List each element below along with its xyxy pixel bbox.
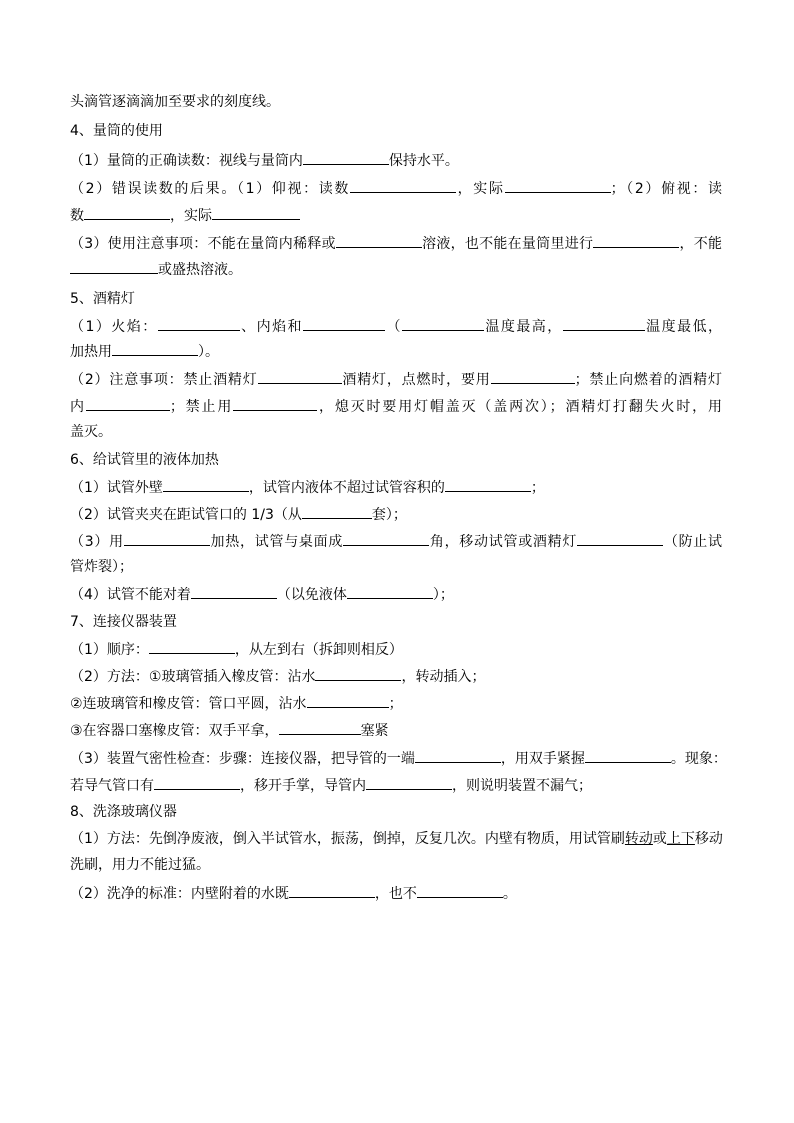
fill-blank[interactable] (289, 883, 375, 898)
text-line: （2）注意事项：禁止酒精灯 酒精灯，点燃时，要用 ；禁止向燃着的酒精灯 (70, 369, 722, 389)
text-line: 内 ；禁止用 ，熄灭时要用灯帽盖灭（盖两次）；酒精灯打翻失火时，用 (70, 396, 722, 416)
fill-blank[interactable] (279, 720, 361, 735)
fill-blank[interactable] (191, 584, 277, 599)
section-heading-measuring-cylinder: 4、量筒的使用 (70, 123, 163, 139)
fill-blank[interactable] (307, 693, 389, 708)
text-line: 盖灭。 (70, 424, 112, 440)
fill-blank[interactable] (417, 883, 503, 898)
fill-blank[interactable] (154, 775, 240, 790)
fill-blank[interactable] (585, 748, 671, 763)
fill-blank[interactable] (347, 584, 433, 599)
text-line: （3）用 加热，试管与桌面成 角，移动试管或酒精灯 （防止试 (70, 531, 722, 551)
fill-blank[interactable] (303, 150, 389, 165)
fill-blank[interactable] (415, 748, 501, 763)
text-line: 管炸裂）； (70, 559, 133, 575)
fill-blank[interactable] (149, 639, 235, 654)
text-line: 数 ，实际 (70, 205, 300, 225)
fill-blank[interactable] (505, 178, 611, 193)
fill-blank[interactable] (163, 477, 249, 492)
fill-blank[interactable] (258, 369, 342, 384)
text-line: （3）使用注意事项：不能在量筒内稀释或 溶液，也不能在量筒里进行 ，不能 (70, 233, 722, 253)
text-line: （3）装置气密性检查：步骤：连接仪器，把导管的一端 ，用双手紧握 。现象： (70, 748, 722, 768)
fill-blank[interactable] (70, 259, 158, 274)
text-line: 头滴管逐滴滴加至要求的刻度线。 (70, 94, 280, 110)
fill-blank[interactable] (302, 504, 372, 519)
fill-blank[interactable] (402, 316, 484, 331)
text-line: ③在容器口塞橡皮管：双手平拿， 塞紧 (70, 720, 389, 740)
section-heading-alcohol-lamp: 5、酒精灯 (70, 291, 135, 307)
fill-blank[interactable] (350, 178, 456, 193)
fill-blank[interactable] (445, 477, 531, 492)
fill-blank[interactable] (303, 316, 385, 331)
fill-blank[interactable] (158, 316, 240, 331)
fill-blank[interactable] (112, 341, 198, 356)
fill-blank[interactable] (336, 233, 422, 248)
text-line: 若导气管口有 ，移开手掌，导管内 ，则说明装置不漏气； (70, 775, 592, 795)
fill-blank[interactable] (491, 369, 575, 384)
text-line: 洗刷，用力不能过猛。 (70, 857, 210, 873)
fill-blank[interactable] (593, 233, 679, 248)
fill-blank[interactable] (124, 531, 210, 546)
text-line: ②连玻璃管和橡皮管：管口平圆，沾水 ； (70, 693, 403, 713)
fill-blank[interactable] (563, 316, 645, 331)
fill-blank[interactable] (233, 396, 317, 411)
text-line: （4）试管不能对着 （以免液体 ）； (70, 584, 454, 604)
text-line: （1）量筒的正确读数：视线与量筒内 保持水平。 (70, 150, 459, 170)
fill-blank[interactable] (84, 205, 170, 220)
text-line: （1）顺序： ，从左到右（拆卸则相反） (70, 639, 403, 659)
fill-blank[interactable] (86, 396, 170, 411)
fill-blank[interactable] (315, 666, 401, 681)
text-line: （2）错误读数的后果。（1）仰视：读数 ，实际 ；（2）俯视：读 (70, 178, 722, 198)
fill-blank[interactable] (366, 775, 452, 790)
section-heading-apparatus-connection: 7、连接仪器装置 (70, 614, 177, 630)
section-heading-washing-glassware: 8、洗涤玻璃仪器 (70, 804, 177, 820)
fill-blank[interactable] (343, 531, 429, 546)
text-line: 或盛热溶液。 (70, 259, 242, 279)
text-line: 加热用 ）。 (70, 341, 219, 361)
text-line: （1）试管外壁 ，试管内液体不超过试管容积的 ； (70, 477, 545, 497)
text-line: （2）试管夹夹在距试管口的 1/3（从 套）； (70, 504, 407, 524)
text-line: （2）方法：①玻璃管插入橡皮管：沾水 ，转动插入； (70, 666, 485, 686)
text-line: （1）方法：先倒净废液，倒入半试管水，振荡，倒掉，反复几次。内壁有物质，用试管刷转动或上下移动 (70, 831, 723, 847)
fill-blank[interactable] (577, 531, 663, 546)
section-heading-test-tube-heating: 6、给试管里的液体加热 (70, 452, 219, 468)
fill-blank[interactable] (212, 205, 300, 220)
text-line: （1）火焰： 、内焰和 （ 温度最高， 温度最低， (70, 316, 722, 336)
text-line: （2）洗净的标准：内壁附着的水既 ，也不 。 (70, 883, 517, 903)
